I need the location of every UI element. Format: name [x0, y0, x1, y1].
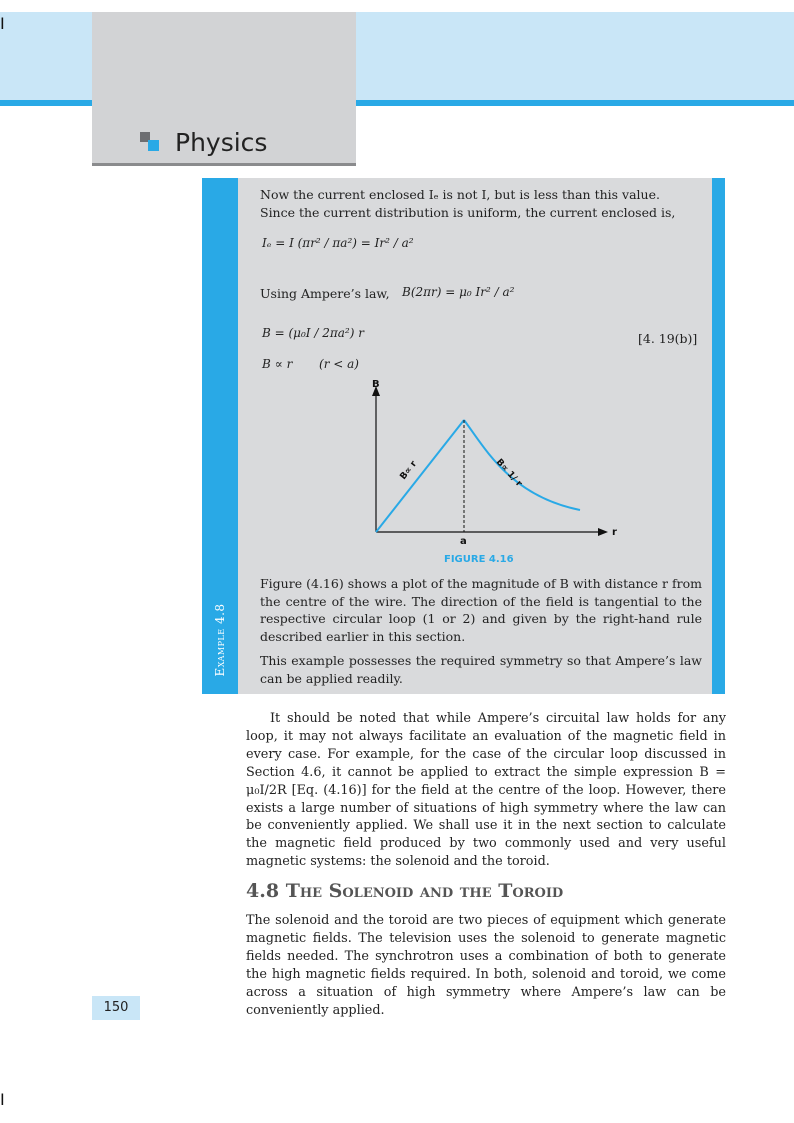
- logo-square-blue-icon: [148, 140, 159, 151]
- example-para-1: [260, 186, 702, 221]
- corner-mark-top: I: [0, 14, 5, 33]
- example-para-3: This example possesses the required symmetry so that Ampere’s law can be applied readily.: [260, 653, 702, 686]
- linear-segment-label: B∝ r: [398, 459, 420, 482]
- equation-tag: [4. 19(b)]: [638, 331, 698, 346]
- equation-ampere: B(2πr) = μ₀ Ir² / a²: [402, 285, 515, 299]
- example-right-bar: [712, 178, 725, 694]
- example-para-1-line-2: Since the current distribution is uniform, the current enclosed is,: [260, 204, 676, 220]
- main-para-2: The solenoid and the toroid are two pieces of equipment which generate magnetic fields. The television uses the solenoid to generate magnetic fields needed. The synchrotron uses a combination of both to generate the high magnetic fields required. In both, solenoid and toroid, we come across a situation of high symmetry where Ampere’s law can be conveniently applied.: [246, 913, 726, 1018]
- x-mark-label: a: [460, 536, 467, 547]
- equation-enclosed-current: Iₑ = I (πr² / πa²) = Ir² / a²: [262, 236, 414, 250]
- figure-plot: [360, 378, 620, 548]
- x-axis-label: r: [612, 527, 617, 538]
- equation-proportional: B ∝ r (r < a): [262, 357, 359, 371]
- equation-field-inside: B = (μ₀I / 2πa²) r: [262, 326, 364, 340]
- main-para-1: It should be noted that while Ampere’s circuital law holds for any loop, it may not always facilitate an evaluation of the magnetic field in every case. For example, for the case of the circular loop discussed in Section 4.6, it cannot be applied to extract the simple expression B = μ₀I/2R [Eq. (4.16)] for the field at the centre of the loop. However, there exists a large number of situations of high symmetry where the law can be conveniently applied. We shall use it in the next section to calculate the magnetic field produced by two commonly used and very useful magnetic systems: the solenoid and the toroid.: [246, 711, 726, 870]
- example-label: [205, 595, 235, 685]
- inverse-segment: [464, 420, 580, 510]
- x-axis-arrow-icon: [598, 528, 608, 536]
- page-number: 150: [92, 996, 140, 1020]
- section-heading: [246, 880, 563, 902]
- figure-caption: FIGURE 4.16: [444, 554, 514, 565]
- chapter-title: Physics: [175, 128, 268, 157]
- corner-mark-bottom: I: [0, 1090, 5, 1109]
- section-title: The Solenoid and the Toroid: [285, 880, 564, 902]
- example-label-text: Example 4.8: [213, 603, 227, 677]
- inverse-segment-label: B∝ 1/ r: [493, 457, 524, 489]
- ampere-law-text: Using Ampere’s law,: [260, 286, 390, 301]
- example-para-1-line-1: Now the current enclosed Iₑ is not I, but is less than this value.: [260, 187, 660, 202]
- y-axis-label: B: [372, 379, 380, 390]
- section-number: 4.8: [246, 880, 280, 902]
- header-title-underline: [92, 163, 356, 166]
- linear-segment: [376, 420, 464, 532]
- example-para-2: Figure (4.16) shows a plot of the magnitude of B with distance r from the centre of the wire. The direction of the field is tangential to the respective circular loop (1 or 2) and given by the right-hand rule described earlier in this section.: [260, 576, 702, 644]
